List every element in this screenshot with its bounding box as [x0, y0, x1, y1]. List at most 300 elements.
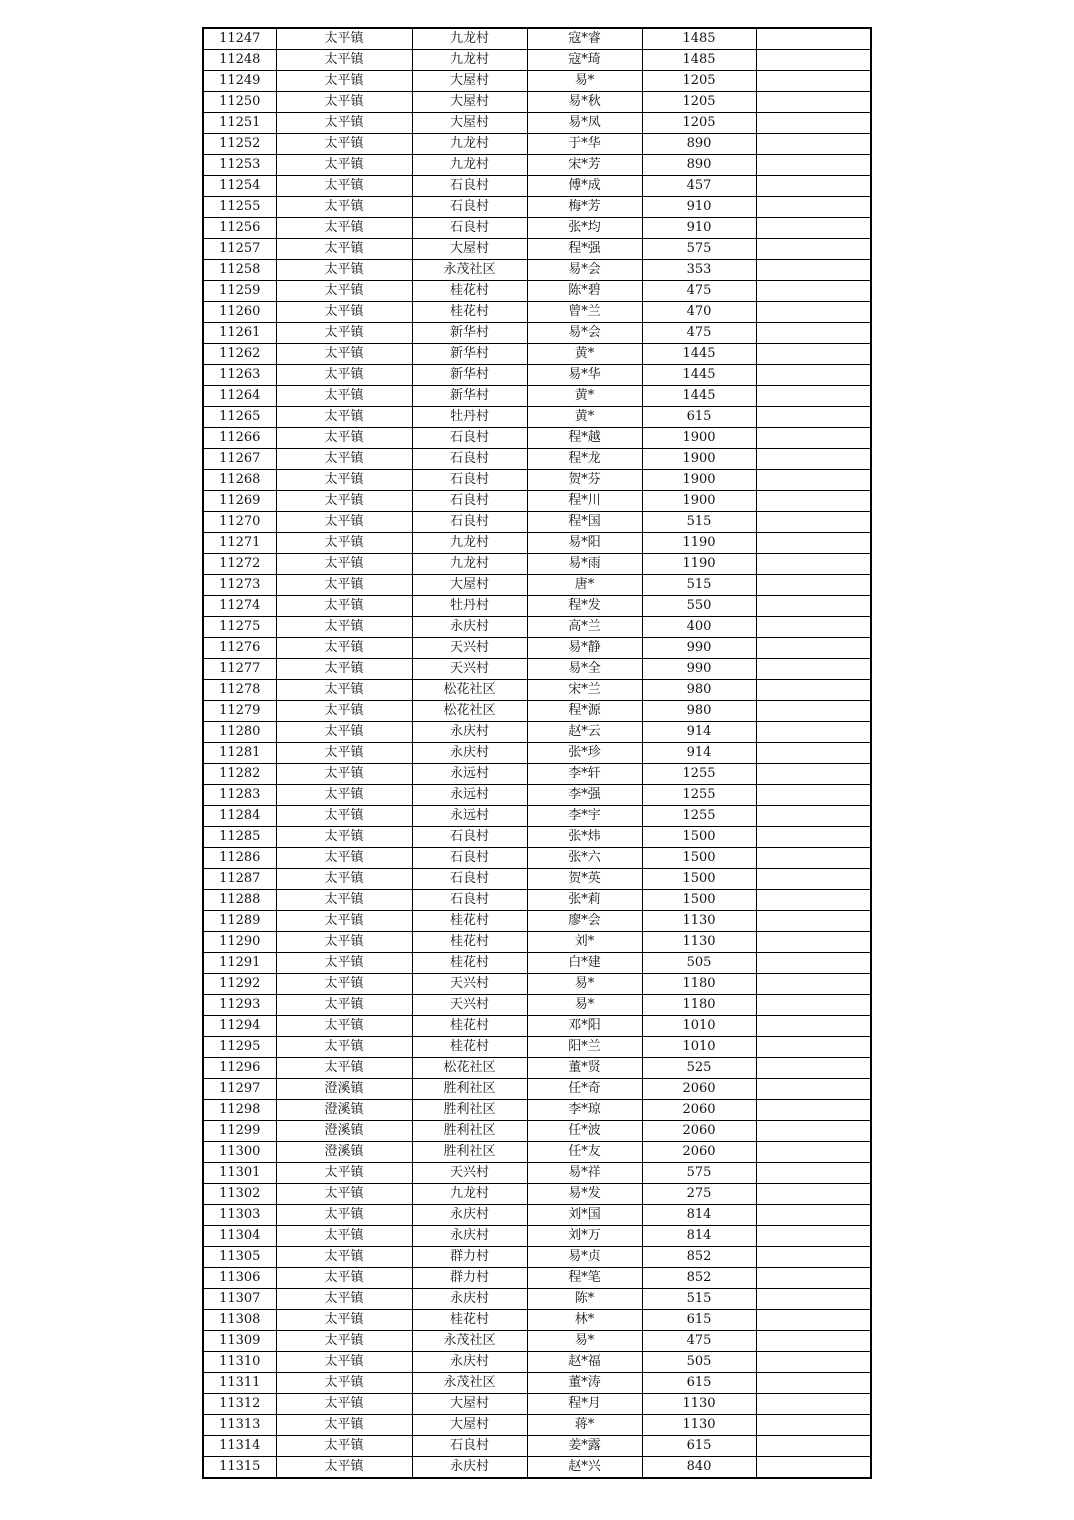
- note-cell: [756, 239, 871, 260]
- table-row: [203, 743, 871, 764]
- note-cell: [756, 785, 871, 806]
- record-id-cell: 11257: [203, 239, 276, 260]
- town-cell: 太平镇: [276, 260, 412, 281]
- note-cell: [756, 1394, 871, 1415]
- name-cell: 易*发: [527, 1184, 642, 1205]
- record-id-cell: 11251: [203, 113, 276, 134]
- village-cell: 大屋村: [412, 575, 527, 596]
- table-row: [203, 827, 871, 848]
- village-cell: 永远村: [412, 785, 527, 806]
- note-cell: [756, 50, 871, 71]
- amount-cell: 890: [642, 134, 756, 155]
- note-cell: [756, 1352, 871, 1373]
- record-id-cell: 11309: [203, 1331, 276, 1352]
- village-cell: 天兴村: [412, 638, 527, 659]
- table-row: [203, 1436, 871, 1457]
- table-row: [203, 470, 871, 491]
- name-cell: 廖*会: [527, 911, 642, 932]
- village-cell: 石良村: [412, 491, 527, 512]
- note-cell: [756, 491, 871, 512]
- amount-cell: 457: [642, 176, 756, 197]
- record-id-cell: 11284: [203, 806, 276, 827]
- record-id-cell: 11267: [203, 449, 276, 470]
- town-cell: 澄溪镇: [276, 1121, 412, 1142]
- record-id-cell: 11290: [203, 932, 276, 953]
- town-cell: 太平镇: [276, 1436, 412, 1457]
- town-cell: 太平镇: [276, 1268, 412, 1289]
- table-row: [203, 365, 871, 386]
- village-cell: 石良村: [412, 512, 527, 533]
- record-id-cell: 11269: [203, 491, 276, 512]
- note-cell: [756, 890, 871, 911]
- name-cell: 寇*睿: [527, 28, 642, 50]
- village-cell: 牡丹村: [412, 596, 527, 617]
- town-cell: 太平镇: [276, 28, 412, 50]
- name-cell: 宋*兰: [527, 680, 642, 701]
- village-cell: 永茂社区: [412, 260, 527, 281]
- amount-cell: 1180: [642, 974, 756, 995]
- amount-cell: 990: [642, 638, 756, 659]
- record-id-cell: 11268: [203, 470, 276, 491]
- town-cell: 太平镇: [276, 407, 412, 428]
- village-cell: 新华村: [412, 365, 527, 386]
- note-cell: [756, 449, 871, 470]
- town-cell: 太平镇: [276, 491, 412, 512]
- record-id-cell: 11311: [203, 1373, 276, 1394]
- town-cell: 澄溪镇: [276, 1079, 412, 1100]
- village-cell: 九龙村: [412, 134, 527, 155]
- name-cell: 黄*: [527, 407, 642, 428]
- amount-cell: 2060: [642, 1100, 756, 1121]
- amount-cell: 1500: [642, 890, 756, 911]
- record-id-cell: 11252: [203, 134, 276, 155]
- record-id-cell: 11302: [203, 1184, 276, 1205]
- record-id-cell: 11282: [203, 764, 276, 785]
- table-row: [203, 869, 871, 890]
- village-cell: 天兴村: [412, 659, 527, 680]
- table-row: [203, 680, 871, 701]
- table-row: [203, 785, 871, 806]
- record-id-cell: 11303: [203, 1205, 276, 1226]
- note-cell: [756, 1184, 871, 1205]
- village-cell: 石良村: [412, 869, 527, 890]
- note-cell: [756, 1205, 871, 1226]
- table-row: [203, 155, 871, 176]
- amount-cell: 1485: [642, 28, 756, 50]
- record-id-cell: 11276: [203, 638, 276, 659]
- record-id-cell: 11299: [203, 1121, 276, 1142]
- amount-cell: 515: [642, 1289, 756, 1310]
- amount-cell: 1205: [642, 71, 756, 92]
- amount-cell: 470: [642, 302, 756, 323]
- note-cell: [756, 1226, 871, 1247]
- name-cell: 董*涛: [527, 1373, 642, 1394]
- village-cell: 永庆村: [412, 1226, 527, 1247]
- village-cell: 新华村: [412, 344, 527, 365]
- name-cell: 易*: [527, 71, 642, 92]
- town-cell: 太平镇: [276, 1184, 412, 1205]
- record-id-cell: 11292: [203, 974, 276, 995]
- town-cell: 太平镇: [276, 1415, 412, 1436]
- table-row: [203, 1079, 871, 1100]
- town-cell: 澄溪镇: [276, 1142, 412, 1163]
- town-cell: 太平镇: [276, 1247, 412, 1268]
- table-row: [203, 1016, 871, 1037]
- name-cell: 刘*国: [527, 1205, 642, 1226]
- note-cell: [756, 176, 871, 197]
- town-cell: 太平镇: [276, 1163, 412, 1184]
- note-cell: [756, 1247, 871, 1268]
- name-cell: 黄*: [527, 386, 642, 407]
- village-cell: 胜利社区: [412, 1079, 527, 1100]
- table-row: [203, 890, 871, 911]
- table-row: [203, 995, 871, 1016]
- village-cell: 群力村: [412, 1268, 527, 1289]
- amount-cell: 1130: [642, 911, 756, 932]
- name-cell: 刘*: [527, 932, 642, 953]
- name-cell: 高*兰: [527, 617, 642, 638]
- name-cell: 李*强: [527, 785, 642, 806]
- village-cell: 永庆村: [412, 722, 527, 743]
- note-cell: [756, 680, 871, 701]
- record-id-cell: 11256: [203, 218, 276, 239]
- town-cell: 太平镇: [276, 1016, 412, 1037]
- town-cell: 太平镇: [276, 659, 412, 680]
- note-cell: [756, 848, 871, 869]
- town-cell: 太平镇: [276, 533, 412, 554]
- note-cell: [756, 1079, 871, 1100]
- table-row: [203, 1247, 871, 1268]
- note-cell: [756, 953, 871, 974]
- amount-cell: 1255: [642, 806, 756, 827]
- name-cell: 张*珍: [527, 743, 642, 764]
- note-cell: [756, 512, 871, 533]
- town-cell: 太平镇: [276, 764, 412, 785]
- record-id-cell: 11279: [203, 701, 276, 722]
- amount-cell: 1445: [642, 365, 756, 386]
- name-cell: 易*秋: [527, 92, 642, 113]
- note-cell: [756, 932, 871, 953]
- table-row: [203, 28, 871, 50]
- table-row: [203, 848, 871, 869]
- record-id-cell: 11260: [203, 302, 276, 323]
- amount-cell: 1190: [642, 533, 756, 554]
- amount-cell: 814: [642, 1226, 756, 1247]
- note-cell: [756, 28, 871, 50]
- amount-cell: 275: [642, 1184, 756, 1205]
- record-id-cell: 11293: [203, 995, 276, 1016]
- record-id-cell: 11288: [203, 890, 276, 911]
- amount-cell: 840: [642, 1457, 756, 1479]
- record-id-cell: 11294: [203, 1016, 276, 1037]
- village-cell: 石良村: [412, 428, 527, 449]
- table-row: [203, 1331, 871, 1352]
- table-row: [203, 71, 871, 92]
- amount-cell: 914: [642, 722, 756, 743]
- record-id-cell: 11295: [203, 1037, 276, 1058]
- town-cell: 太平镇: [276, 365, 412, 386]
- village-cell: 胜利社区: [412, 1121, 527, 1142]
- table-row: [203, 134, 871, 155]
- village-cell: 大屋村: [412, 1394, 527, 1415]
- town-cell: 太平镇: [276, 827, 412, 848]
- amount-cell: 1010: [642, 1016, 756, 1037]
- name-cell: 易*: [527, 995, 642, 1016]
- table-row: [203, 1100, 871, 1121]
- amount-cell: 852: [642, 1268, 756, 1289]
- amount-cell: 1180: [642, 995, 756, 1016]
- amount-cell: 615: [642, 407, 756, 428]
- record-id-cell: 11313: [203, 1415, 276, 1436]
- note-cell: [756, 596, 871, 617]
- name-cell: 程*发: [527, 596, 642, 617]
- table-row: [203, 281, 871, 302]
- town-cell: 太平镇: [276, 890, 412, 911]
- record-id-cell: 11249: [203, 71, 276, 92]
- town-cell: 太平镇: [276, 92, 412, 113]
- town-cell: 澄溪镇: [276, 1100, 412, 1121]
- record-id-cell: 11278: [203, 680, 276, 701]
- note-cell: [756, 911, 871, 932]
- table-row: [203, 575, 871, 596]
- name-cell: 易*静: [527, 638, 642, 659]
- note-cell: [756, 701, 871, 722]
- name-cell: 张*莉: [527, 890, 642, 911]
- name-cell: 姜*露: [527, 1436, 642, 1457]
- table-row: [203, 407, 871, 428]
- name-cell: 刘*万: [527, 1226, 642, 1247]
- town-cell: 太平镇: [276, 995, 412, 1016]
- village-cell: 松花社区: [412, 1058, 527, 1079]
- table-row: [203, 1121, 871, 1142]
- village-cell: 石良村: [412, 848, 527, 869]
- amount-cell: 515: [642, 575, 756, 596]
- table-row: [203, 701, 871, 722]
- table-row: [203, 638, 871, 659]
- amount-cell: 980: [642, 680, 756, 701]
- name-cell: 张*均: [527, 218, 642, 239]
- table-row: [203, 533, 871, 554]
- record-id-cell: 11301: [203, 1163, 276, 1184]
- name-cell: 贺*芬: [527, 470, 642, 491]
- village-cell: 桂花村: [412, 302, 527, 323]
- table-row: [203, 1268, 871, 1289]
- town-cell: 太平镇: [276, 113, 412, 134]
- village-cell: 永庆村: [412, 1289, 527, 1310]
- town-cell: 太平镇: [276, 575, 412, 596]
- town-cell: 太平镇: [276, 722, 412, 743]
- town-cell: 太平镇: [276, 344, 412, 365]
- village-cell: 天兴村: [412, 995, 527, 1016]
- village-cell: 九龙村: [412, 50, 527, 71]
- village-cell: 大屋村: [412, 92, 527, 113]
- village-cell: 石良村: [412, 827, 527, 848]
- record-id-cell: 11264: [203, 386, 276, 407]
- table-row: [203, 113, 871, 134]
- village-cell: 永茂社区: [412, 1373, 527, 1394]
- amount-cell: 1900: [642, 470, 756, 491]
- note-cell: [756, 1121, 871, 1142]
- table-row: [203, 449, 871, 470]
- name-cell: 寇*琦: [527, 50, 642, 71]
- record-id-cell: 11298: [203, 1100, 276, 1121]
- name-cell: 陈*: [527, 1289, 642, 1310]
- table-row: [203, 50, 871, 71]
- town-cell: 太平镇: [276, 617, 412, 638]
- record-id-cell: 11300: [203, 1142, 276, 1163]
- note-cell: [756, 617, 871, 638]
- record-id-cell: 11312: [203, 1394, 276, 1415]
- amount-cell: 475: [642, 281, 756, 302]
- note-cell: [756, 134, 871, 155]
- amount-cell: 2060: [642, 1079, 756, 1100]
- name-cell: 易*: [527, 974, 642, 995]
- village-cell: 石良村: [412, 890, 527, 911]
- table-row: [203, 218, 871, 239]
- village-cell: 九龙村: [412, 155, 527, 176]
- name-cell: 程*国: [527, 512, 642, 533]
- name-cell: 程*越: [527, 428, 642, 449]
- town-cell: 太平镇: [276, 155, 412, 176]
- village-cell: 大屋村: [412, 71, 527, 92]
- town-cell: 太平镇: [276, 1037, 412, 1058]
- town-cell: 太平镇: [276, 302, 412, 323]
- amount-cell: 615: [642, 1310, 756, 1331]
- table-row: [203, 659, 871, 680]
- town-cell: 太平镇: [276, 428, 412, 449]
- record-id-cell: 11304: [203, 1226, 276, 1247]
- amount-cell: 475: [642, 1331, 756, 1352]
- amount-cell: 615: [642, 1436, 756, 1457]
- table-row: [203, 911, 871, 932]
- amount-cell: 1500: [642, 827, 756, 848]
- table-row: [203, 1226, 871, 1247]
- name-cell: 易*会: [527, 323, 642, 344]
- record-id-cell: 11277: [203, 659, 276, 680]
- table-row: [203, 1205, 871, 1226]
- record-id-cell: 11262: [203, 344, 276, 365]
- note-cell: [756, 386, 871, 407]
- amount-cell: 1900: [642, 491, 756, 512]
- village-cell: 大屋村: [412, 239, 527, 260]
- note-cell: [756, 533, 871, 554]
- amount-cell: 890: [642, 155, 756, 176]
- amount-cell: 1500: [642, 848, 756, 869]
- town-cell: 太平镇: [276, 512, 412, 533]
- amount-cell: 1130: [642, 932, 756, 953]
- town-cell: 太平镇: [276, 554, 412, 575]
- village-cell: 永茂社区: [412, 1331, 527, 1352]
- table-row: [203, 806, 871, 827]
- name-cell: 黄*: [527, 344, 642, 365]
- name-cell: 易*祥: [527, 1163, 642, 1184]
- town-cell: 太平镇: [276, 50, 412, 71]
- note-cell: [756, 218, 871, 239]
- amount-cell: 525: [642, 1058, 756, 1079]
- note-cell: [756, 806, 871, 827]
- name-cell: 阳*兰: [527, 1037, 642, 1058]
- table-row: [203, 722, 871, 743]
- amount-cell: 1205: [642, 113, 756, 134]
- amount-cell: 1010: [642, 1037, 756, 1058]
- village-cell: 桂花村: [412, 911, 527, 932]
- amount-cell: 1445: [642, 386, 756, 407]
- record-id-cell: 11308: [203, 1310, 276, 1331]
- record-id-cell: 11314: [203, 1436, 276, 1457]
- town-cell: 太平镇: [276, 1352, 412, 1373]
- village-cell: 新华村: [412, 386, 527, 407]
- town-cell: 太平镇: [276, 1226, 412, 1247]
- note-cell: [756, 1142, 871, 1163]
- name-cell: 于*华: [527, 134, 642, 155]
- name-cell: 陈*碧: [527, 281, 642, 302]
- record-id-cell: 11310: [203, 1352, 276, 1373]
- table-row: [203, 1289, 871, 1310]
- amount-cell: 814: [642, 1205, 756, 1226]
- village-cell: 永庆村: [412, 617, 527, 638]
- note-cell: [756, 995, 871, 1016]
- town-cell: 太平镇: [276, 848, 412, 869]
- records-table: [202, 27, 872, 1479]
- note-cell: [756, 260, 871, 281]
- town-cell: 太平镇: [276, 197, 412, 218]
- village-cell: 石良村: [412, 176, 527, 197]
- village-cell: 胜利社区: [412, 1142, 527, 1163]
- town-cell: 太平镇: [276, 638, 412, 659]
- village-cell: 九龙村: [412, 28, 527, 50]
- village-cell: 大屋村: [412, 113, 527, 134]
- amount-cell: 353: [642, 260, 756, 281]
- name-cell: 李*琼: [527, 1100, 642, 1121]
- name-cell: 程*龙: [527, 449, 642, 470]
- note-cell: [756, 1289, 871, 1310]
- table-row: [203, 1058, 871, 1079]
- village-cell: 天兴村: [412, 974, 527, 995]
- note-cell: [756, 197, 871, 218]
- village-cell: 石良村: [412, 1436, 527, 1457]
- note-cell: [756, 659, 871, 680]
- amount-cell: 2060: [642, 1142, 756, 1163]
- table-row: [203, 92, 871, 113]
- town-cell: 太平镇: [276, 1310, 412, 1331]
- town-cell: 太平镇: [276, 743, 412, 764]
- name-cell: 宋*芳: [527, 155, 642, 176]
- note-cell: [756, 1415, 871, 1436]
- village-cell: 松花社区: [412, 680, 527, 701]
- table-row: [203, 932, 871, 953]
- note-cell: [756, 1058, 871, 1079]
- record-id-cell: 11287: [203, 869, 276, 890]
- table-row: [203, 1163, 871, 1184]
- note-cell: [756, 1163, 871, 1184]
- table-row: [203, 344, 871, 365]
- table-row: [203, 764, 871, 785]
- note-cell: [756, 974, 871, 995]
- name-cell: 易*贞: [527, 1247, 642, 1268]
- amount-cell: 914: [642, 743, 756, 764]
- record-id-cell: 11272: [203, 554, 276, 575]
- amount-cell: 400: [642, 617, 756, 638]
- town-cell: 太平镇: [276, 1457, 412, 1479]
- note-cell: [756, 365, 871, 386]
- name-cell: 程*笔: [527, 1268, 642, 1289]
- table-row: [203, 260, 871, 281]
- town-cell: 太平镇: [276, 218, 412, 239]
- name-cell: 任*奇: [527, 1079, 642, 1100]
- name-cell: 程*川: [527, 491, 642, 512]
- note-cell: [756, 71, 871, 92]
- note-cell: [756, 302, 871, 323]
